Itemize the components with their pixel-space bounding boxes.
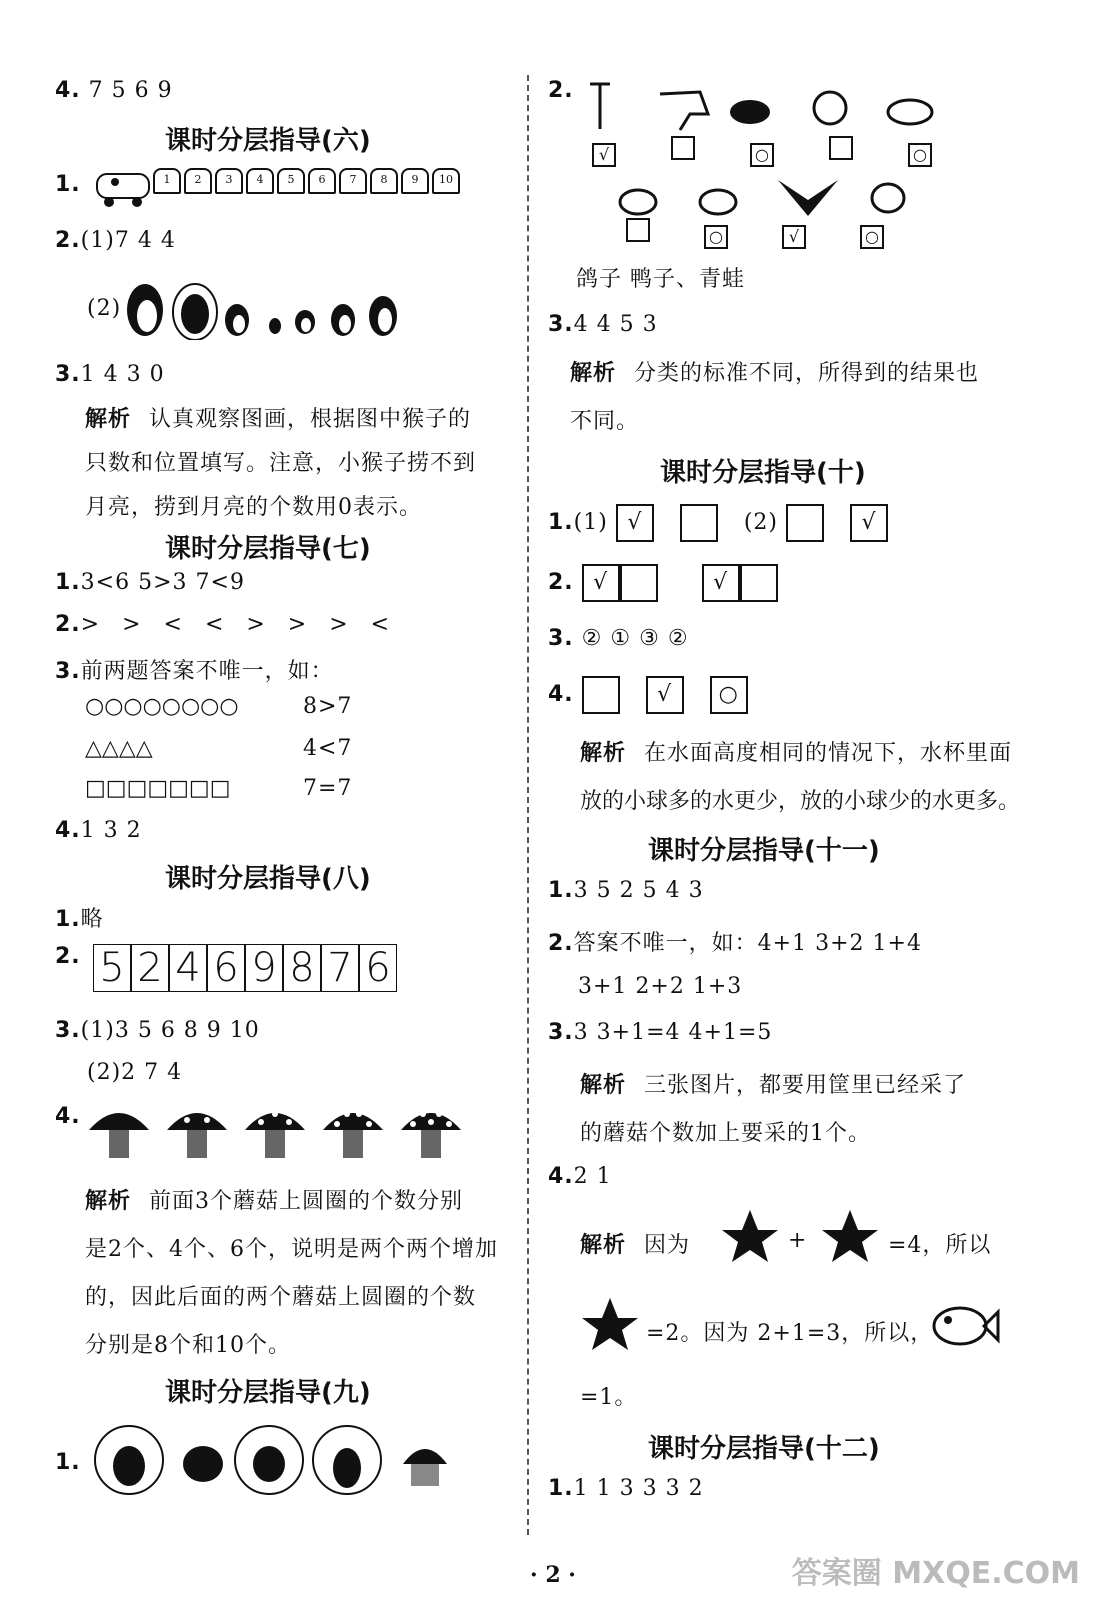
check-box: ○ — [908, 143, 932, 167]
note-line: 解析 因为 — [580, 1233, 691, 1258]
animals-row-2 — [608, 170, 908, 224]
note-line: =1。 — [580, 1385, 638, 1410]
check-box: ○ — [750, 143, 774, 167]
answer-line: 1. — [55, 172, 81, 197]
answer-line: 3. ② ① ③ ② — [548, 626, 689, 651]
train-car: 3 — [215, 168, 243, 194]
answer-line: 4. 7 5 6 9 — [55, 78, 173, 103]
shape-row: △△△△ — [85, 736, 153, 761]
shape-row: □□□□□□□ — [85, 776, 231, 801]
shape-answer: 7=7 — [303, 776, 353, 801]
answer-line: 1. — [55, 1450, 81, 1475]
check-box — [626, 218, 650, 242]
check-box: √ — [592, 143, 616, 167]
note-line: 是2个、4个、6个，说明是两个两个增加 — [85, 1237, 498, 1262]
answer-line: 1.3 5 2 5 4 3 — [548, 878, 704, 903]
digit-cell: 6 — [207, 944, 245, 992]
left-column — [55, 0, 515, 1560]
train-car: 10 — [432, 168, 460, 194]
answer-line: 4. √ ○ — [548, 676, 748, 714]
answer-line: 4.1 3 2 — [55, 818, 142, 843]
watermark: 答案圈 MXQE.COM — [791, 1556, 1080, 1591]
train-car: 2 — [184, 168, 212, 194]
note-line: 的，因此后面的两个蘑菇上圆圈的个数 — [85, 1285, 477, 1310]
train-car: 9 — [401, 168, 429, 194]
page-number: · 2 · — [530, 1562, 576, 1588]
train-car: 7 — [339, 168, 367, 194]
train-car: 8 — [370, 168, 398, 194]
penguins-image — [125, 270, 455, 344]
fruit-icon — [93, 1420, 473, 1500]
animal-icon — [580, 74, 940, 134]
train-car: 4 — [246, 168, 274, 194]
star-icon — [820, 1208, 880, 1268]
marks-row-2 — [626, 218, 884, 249]
note-line: =2。因为 2+1=3，所以， — [646, 1321, 934, 1346]
check-box: √ — [782, 225, 806, 249]
animal-icon — [608, 170, 908, 220]
star-icon — [720, 1208, 780, 1268]
answer-line: 1.3<6 5>3 7<9 — [55, 570, 245, 595]
answer-line: (2) — [87, 296, 122, 321]
train-engine-icon — [95, 160, 155, 208]
answer-line: 3.4 4 5 3 — [548, 312, 658, 337]
fruits-image — [93, 1420, 473, 1504]
note-line: 解析 前面3个蘑菇上圆圈的个数分别 — [85, 1189, 464, 1214]
answer-line: 3.(1)3 5 6 8 9 10 — [55, 1018, 260, 1043]
note-line: 只数和位置填写。注意，小猴子捞不到 — [85, 451, 477, 476]
section-title: 课时分层指导(九) — [165, 1378, 371, 1408]
answer-line: 1.(1) √ (2) √ — [548, 504, 888, 542]
check-box — [829, 136, 853, 160]
note-line: 解析 分类的标准不同，所得到的结果也 — [570, 361, 980, 386]
answer-line: 4. — [55, 1104, 81, 1129]
note-line: 放的小球多的水更少，放的小球少的水更多。 — [580, 789, 1021, 814]
train-car: 5 — [277, 168, 305, 194]
section-title: 课时分层指导(十二) — [648, 1434, 880, 1464]
plus-sign: + — [788, 1228, 808, 1253]
shape-row: ○○○○○○○○ — [85, 694, 239, 719]
train-car: 6 — [308, 168, 336, 194]
check-box: √ — [582, 564, 620, 602]
section-title: 课时分层指导(七) — [165, 534, 371, 564]
note-line: =4，所以 — [888, 1233, 992, 1258]
digit-cell: 7 — [321, 944, 359, 992]
check-box: ○ — [710, 676, 748, 714]
digit-cell: 5 — [93, 944, 131, 992]
digit-grid — [93, 944, 397, 992]
check-box — [671, 136, 695, 160]
train-car: 1 — [153, 168, 181, 194]
note-line: 解析 在水面高度相同的情况下，水杯里面 — [580, 741, 1013, 766]
train-image — [95, 160, 453, 212]
digit-cell: 9 — [245, 944, 283, 992]
check-box: √ — [850, 504, 888, 542]
section-title: 课时分层指导(十一) — [648, 836, 880, 866]
check-box: √ — [616, 504, 654, 542]
answer-line: 2. √ √ — [548, 564, 778, 602]
penguin-icon — [125, 270, 455, 340]
marks-row-1 — [592, 136, 932, 167]
answer-line: 鸽子 鸭子、青蛙 — [576, 267, 745, 292]
section-title: 课时分层指导(六) — [165, 126, 371, 156]
check-box: √ — [702, 564, 740, 602]
answer-line: 3+1 2+2 1+3 — [578, 974, 743, 999]
mushrooms-image — [85, 1100, 505, 1168]
answer-line: 2.> > < < > > > < — [55, 612, 391, 637]
fish-icon — [930, 1296, 1000, 1356]
check-box — [620, 564, 658, 602]
check-box — [786, 504, 824, 542]
answer-line: 3.3 3+1=4 4+1=5 — [548, 1020, 773, 1045]
train-cars — [153, 168, 463, 194]
shape-answer: 4<7 — [303, 736, 353, 761]
note-line: 不同。 — [570, 409, 640, 434]
answer-line: 2. — [548, 78, 574, 103]
answer-line: 2. — [55, 944, 81, 969]
digit-cell: 2 — [131, 944, 169, 992]
check-box: ○ — [860, 225, 884, 249]
answer-line: 1.略 — [55, 907, 104, 932]
answer-line: (2)2 7 4 — [87, 1060, 183, 1085]
check-box — [740, 564, 778, 602]
answer-line: 2.答案不唯一，如：4+1 3+2 1+4 — [548, 931, 922, 956]
answer-line: 1.1 1 3 3 3 2 — [548, 1476, 704, 1501]
check-box — [582, 676, 620, 714]
shape-answer: 8>7 — [303, 694, 353, 719]
answer-line: 3.1 4 3 0 — [55, 362, 165, 387]
section-title: 课时分层指导(八) — [165, 864, 371, 894]
answer-line: 2.(1)7 4 4 — [55, 228, 176, 253]
check-box: ○ — [704, 225, 728, 249]
note-line: 分别是8个和10个。 — [85, 1333, 291, 1358]
digit-cell: 4 — [169, 944, 207, 992]
note-line: 的蘑菇个数加上要采的1个。 — [580, 1121, 871, 1146]
note-line: 月亮，捞到月亮的个数用0表示。 — [85, 495, 422, 520]
answer-line: 3.前两题答案不唯一，如： — [55, 659, 334, 684]
mushroom-icon — [85, 1100, 505, 1164]
check-box: √ — [646, 676, 684, 714]
note-line: 解析 三张图片，都要用筐里已经采了 — [580, 1073, 967, 1098]
right-column — [548, 0, 1021, 1560]
animals-row-1 — [580, 74, 940, 138]
column-divider — [527, 75, 529, 1535]
digit-cell: 8 — [283, 944, 321, 992]
digit-cell: 6 — [359, 944, 397, 992]
note-line: 解析 认真观察图画，根据图中猴子的 — [85, 407, 472, 432]
answer-line: 4.2 1 — [548, 1164, 612, 1189]
star-icon — [580, 1296, 640, 1356]
section-title: 课时分层指导(十) — [660, 458, 866, 488]
check-box — [680, 504, 718, 542]
